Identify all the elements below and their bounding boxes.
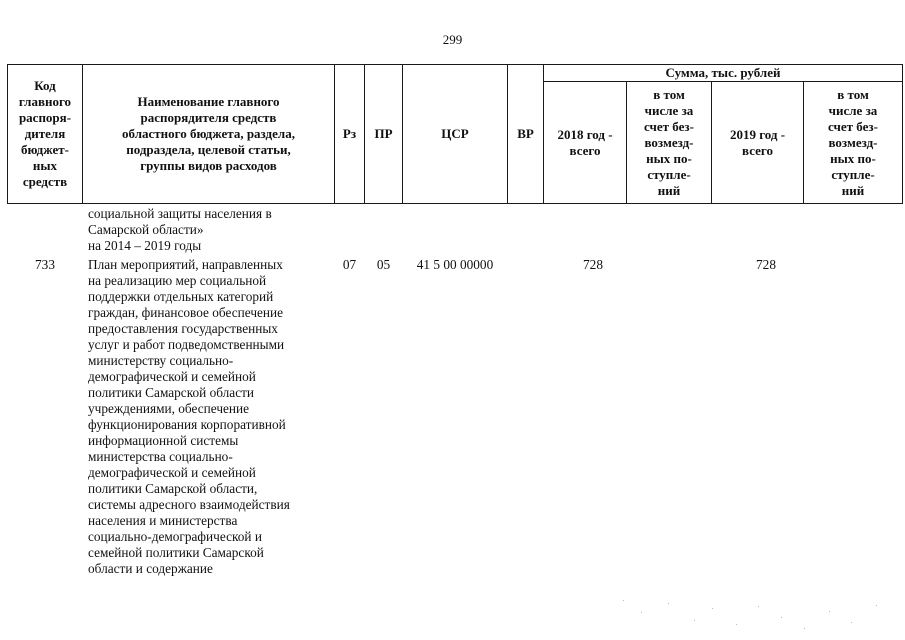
header-2019-total: [712, 82, 803, 203]
scan-dot: [851, 622, 852, 623]
header-2018-total: [544, 82, 626, 203]
header-code-text: Код главного распоря- дителя бюджет- ных средств: [18, 77, 72, 189]
scan-dot: [829, 611, 830, 612]
continuation-text: социальной защиты населения в Самарской области» на 2014 – 2019 годы: [88, 206, 272, 253]
header-sum-group-text: Сумма, тыс. рублей: [665, 64, 781, 80]
header-2018-free-text: в том числе за счет без- возмезд- ных по- ступле- ний: [644, 86, 694, 198]
header-rz: [335, 64, 364, 203]
scan-dot: [694, 620, 695, 621]
header-csr-text: ЦСР: [441, 125, 469, 141]
scan-dot: [804, 628, 805, 629]
header-2019-free: [804, 82, 902, 203]
header-rz-text: Рз: [342, 125, 357, 141]
header-sum-group: [544, 64, 902, 81]
header-pr: [365, 64, 402, 203]
header-vr: [508, 64, 543, 203]
header-name: [83, 64, 334, 203]
header-name-text: Наименование главного распорядителя средств областного бюджета, раздела, подраздела, целевой статьи, группы видов расходов: [122, 93, 295, 173]
row-2018-total: 728: [583, 257, 603, 272]
header-2018-free: [627, 82, 711, 203]
header-2019-total-text: 2019 год - всего: [729, 126, 786, 158]
scan-dot: [668, 603, 669, 604]
row-pr: 05: [376, 257, 391, 272]
scan-dot: [623, 600, 624, 601]
row-csr: 41 5 00 00000: [416, 257, 494, 272]
scan-dot: [712, 608, 713, 609]
header-code: [8, 64, 82, 203]
header-pr-text: ПР: [374, 125, 393, 141]
col-border: [902, 64, 903, 204]
header-vr-text: ВР: [517, 125, 534, 141]
header-2018-total-text: 2018 год - всего: [557, 126, 613, 158]
header-csr: [403, 64, 507, 203]
row-2019-total: 728: [756, 257, 776, 272]
header-bottom-border: [7, 203, 903, 204]
scan-dot: [736, 624, 737, 625]
scan-dot: [641, 612, 642, 613]
header-2019-free-text: в том числе за счет без- возмезд- ных по- ступле- ний: [828, 86, 878, 198]
row-description: План мероприятий, направленных на реализацию мер социальной поддержки отдельных категорий граждан, финансовое обеспечение предоставления государственных услуг и работ подведомственными министерству социально- демографической и семейной политики Самарской области учреждениями, обеспечение функционирования корпоративной информационной системы министерства социально- демографической и семейной политики Самарской области, системы адресного взаимодействия населения и министерства социально-демографической и семейной политики Самарской области и содержание: [88, 257, 290, 576]
scan-dot: [876, 605, 877, 606]
scan-dot: [781, 617, 782, 618]
row-code: 733: [35, 257, 55, 272]
scan-dot: [758, 606, 759, 607]
page-number: 299: [442, 32, 463, 47]
row-rz: 07: [342, 257, 357, 272]
